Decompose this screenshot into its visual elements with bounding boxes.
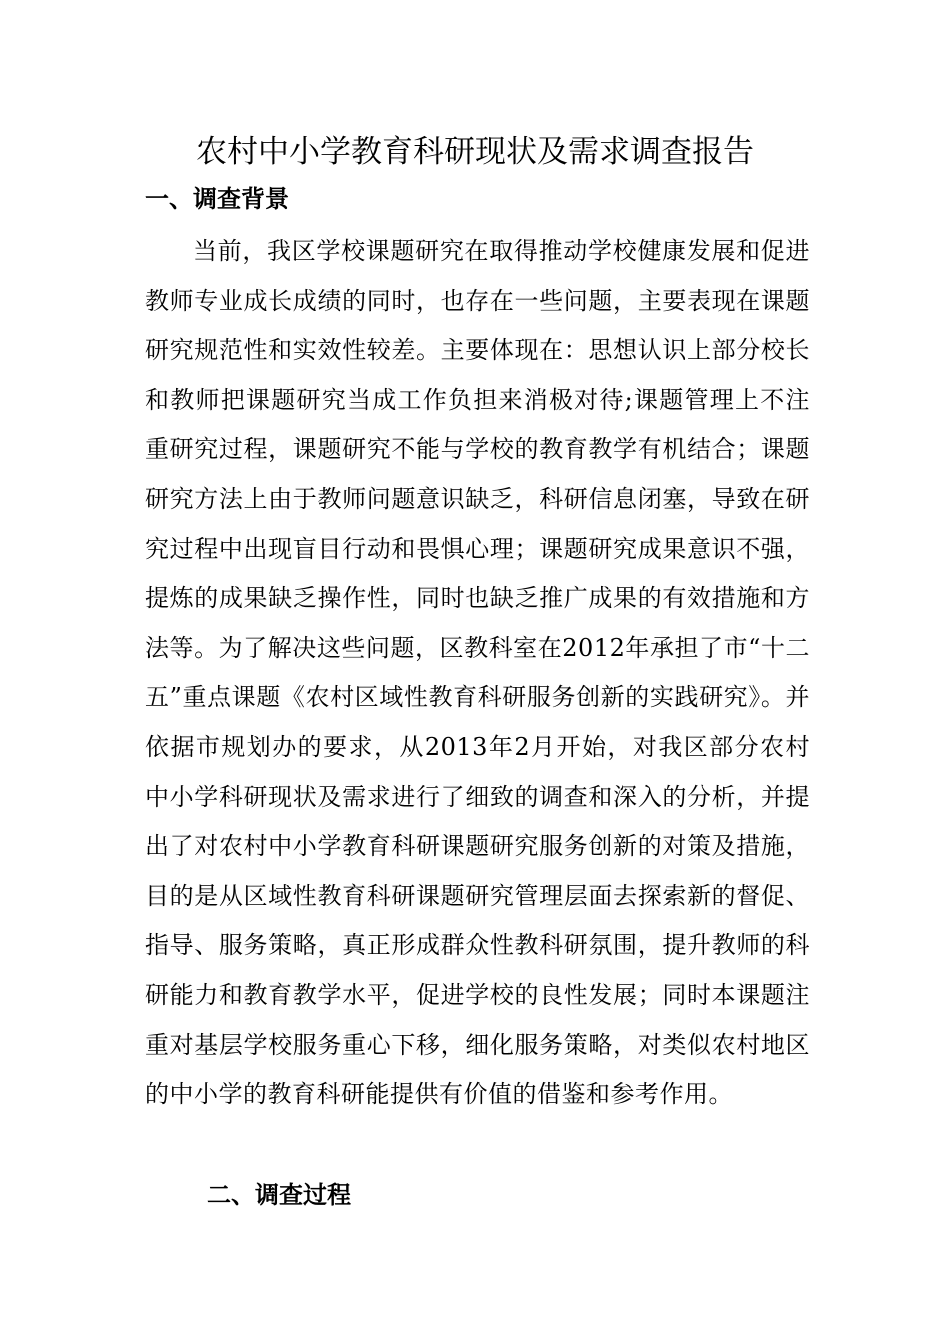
background-paragraph: 当前，我区学校课题研究在取得推动学校健康发展和促进教师专业成长成绩的同时，也存在一些问题，主要表现在课题研究规范性和实效性较差。主要体现在：思想认识上部分校长和教师把课题研究当成工作负担来消极对待;课题管理上不注重研究过程，课题研究不能与学校的教育教学有机结合；课题研究方法上由于教师问题意识缺乏，科研信息闭塞，导致在研究过程中出现盲目行动和畏惧心理；课题研究成果意识不强，提炼的成果缺乏操作性，同时也缺乏推广成果的有效措施和方法等。为了解决这些问题，区教科室在2012年承担了市“十二五”重点课题《农村区域性教育科研服务创新的实践研究》。并依据市规划办的要求，从2013年2月开始，对我区部分农村中小学科研现状及需求进行了细致的调查和深入的分析，并提出了对农村中小学教育科研课题研究服务创新的对策及措施，目的是从区域性教育科研课题研究管理层面去探索新的督促、指导、服务策略，真正形成群众性教科研氛围，提升教师的科研能力和教育教学水平，促进学校的良性发展；同时本课题注重对基层学校服务重心下移，细化服务策略，对类似农村地区的中小学的教育科研能提供有价值的借鉴和参考作用。 xyxy=(145,237,810,1109)
section-heading-process: 二、调查过程 xyxy=(207,1181,351,1209)
section-heading-background: 一、调查背景 xyxy=(145,185,289,213)
document-title: 农村中小学教育科研现状及需求调查报告 xyxy=(196,134,754,170)
